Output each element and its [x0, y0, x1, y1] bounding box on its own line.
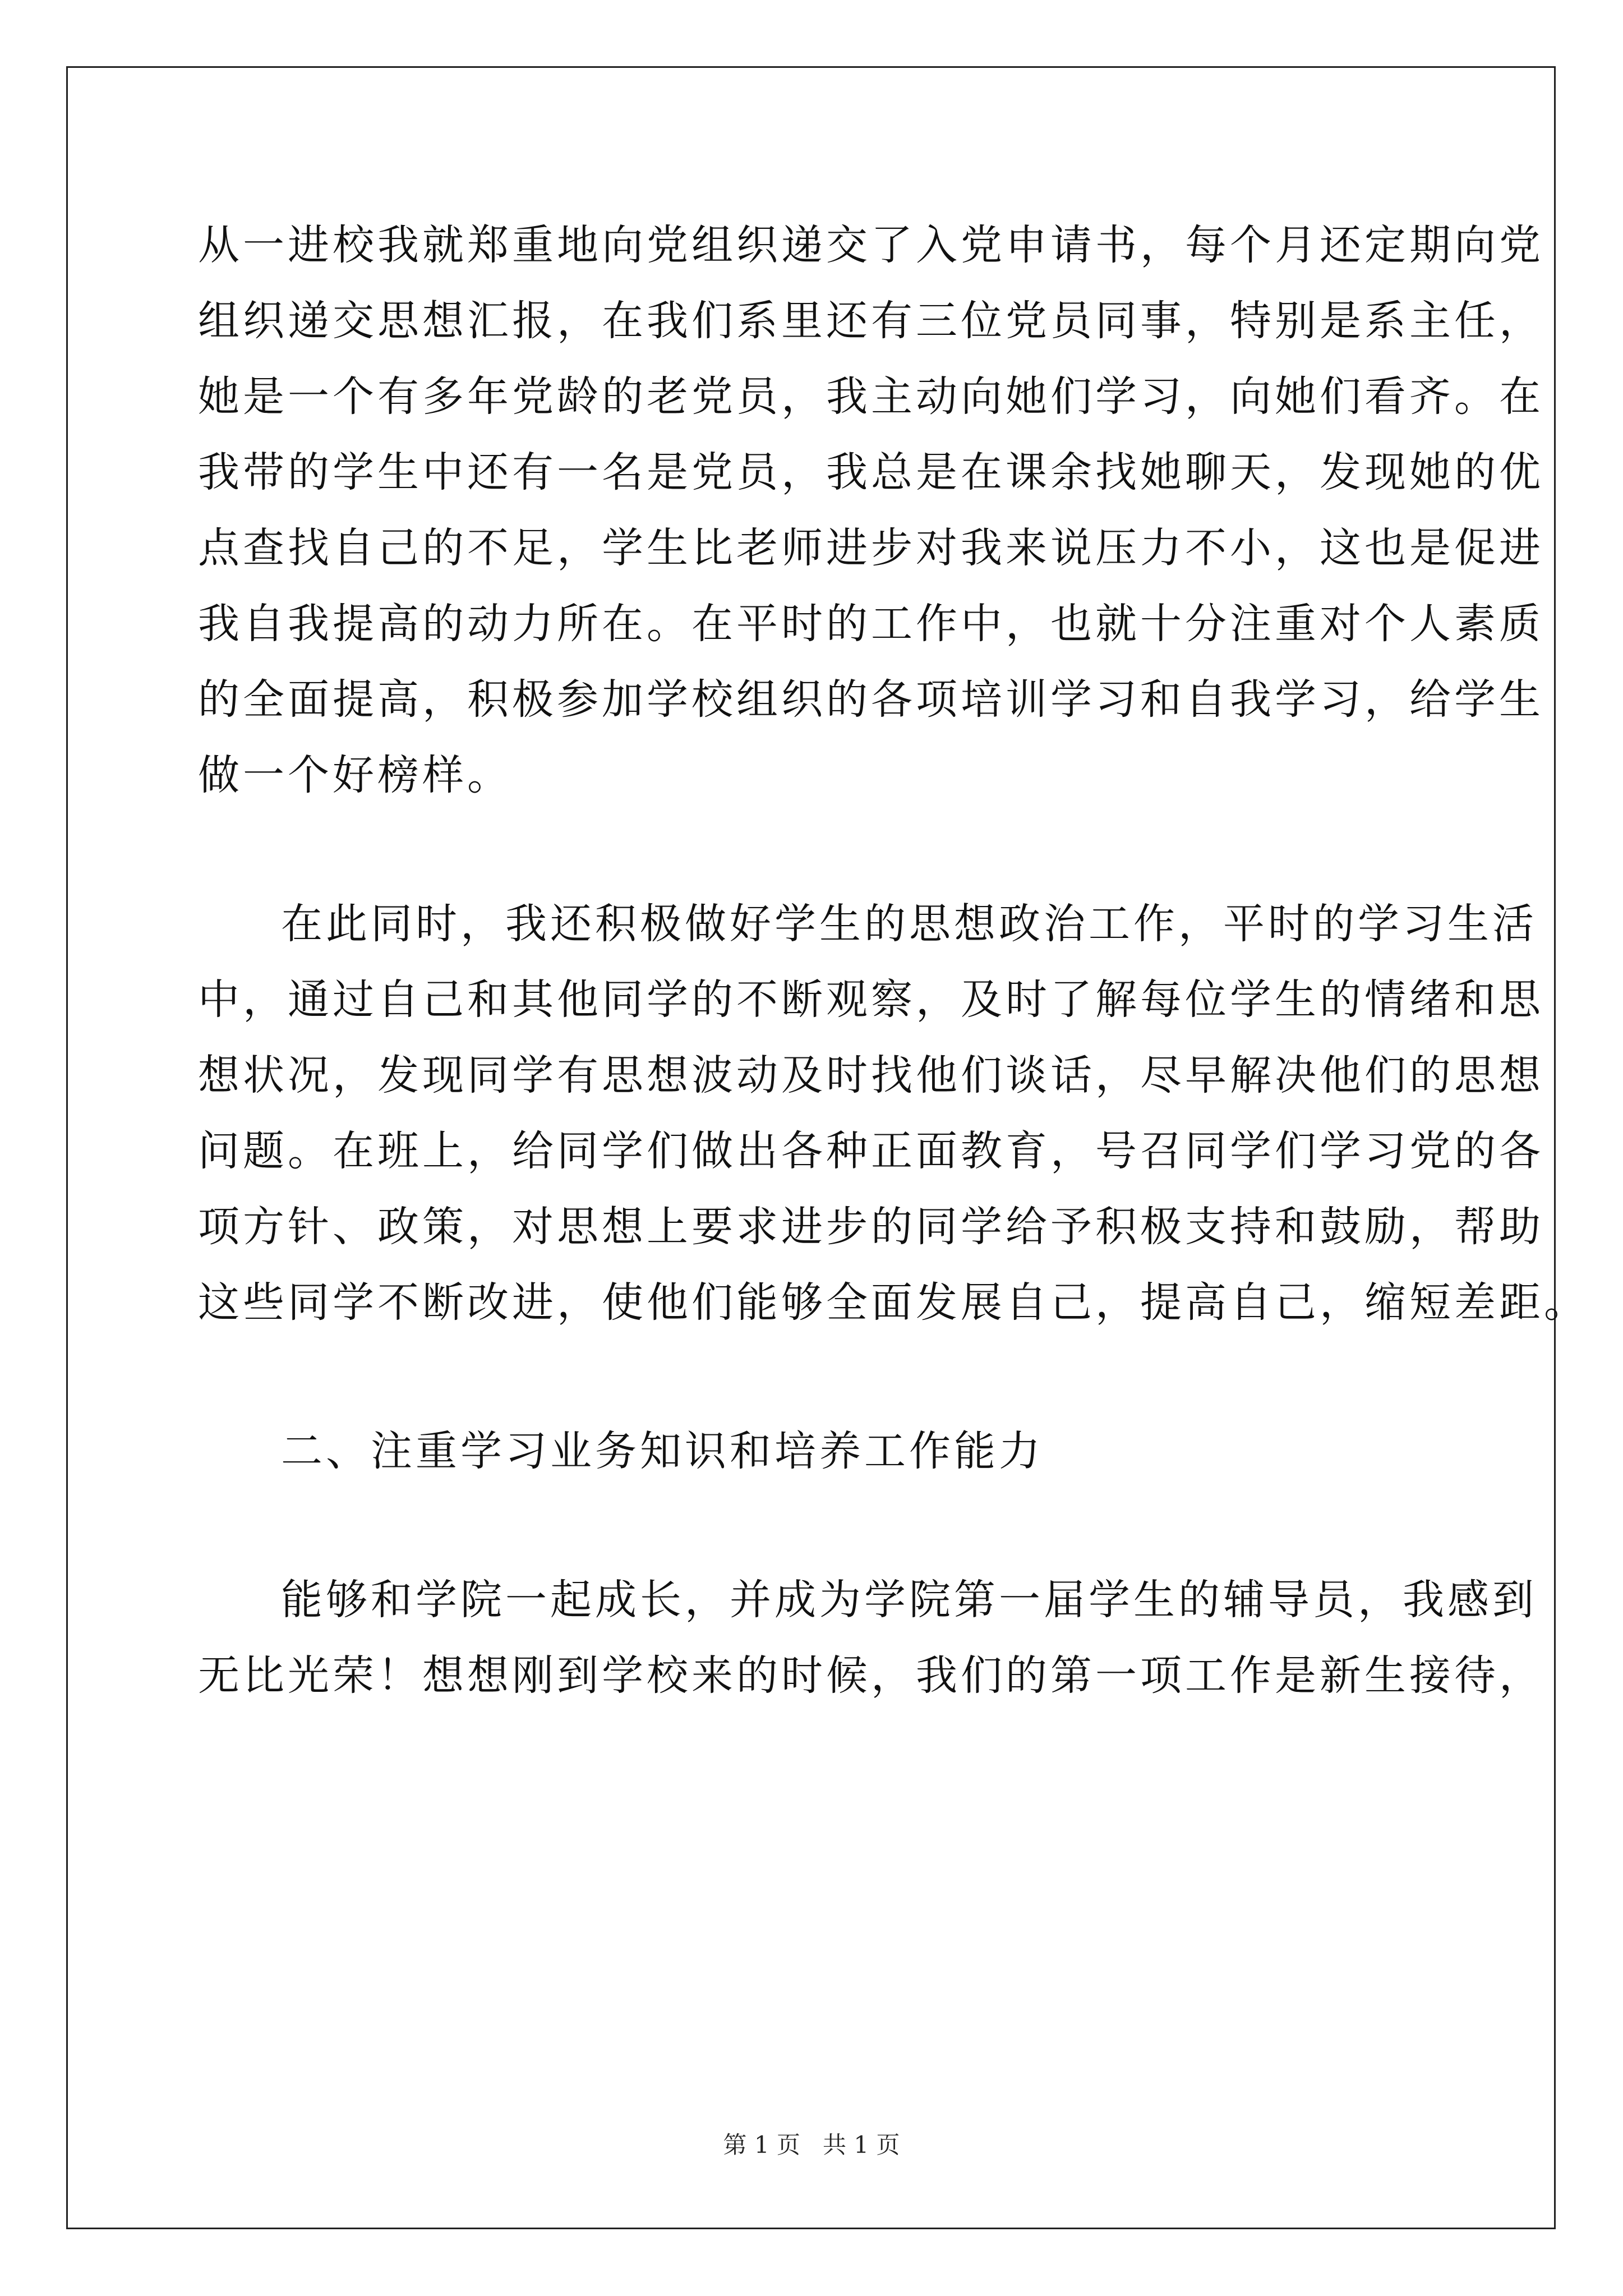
text-line: 问题。在班上，给同学们做出各种正面教育，号召同学们学习党的各 — [198, 1127, 1544, 1175]
text-line: 想状况，发现同学有思想波动及时找他们谈话，尽早解决他们的思想 — [198, 1051, 1544, 1099]
text-line: 她是一个有多年党龄的老党员，我主动向她们学习，向她们看齐。在 — [198, 372, 1544, 421]
text-line: 我带的学生中还有一名是党员，我总是在课余找她聊天，发现她的优 — [198, 448, 1544, 496]
section-heading: 二、注重学习业务知识和培养工作能力 — [281, 1427, 1044, 1475]
page-footer: 第 1 页 共 1 页 — [723, 2131, 900, 2159]
text-line: 这些同学不断改进，使他们能够全面发展自己，提高自己，缩短差距。 — [198, 1278, 1589, 1327]
text-line: 组织递交思想汇报，在我们系里还有三位党员同事，特别是系主任， — [198, 297, 1544, 345]
text-line: 项方针、政策，对思想上要求进步的同学给予积极支持和鼓励，帮助 — [198, 1203, 1544, 1251]
document-body — [198, 208, 1589, 1714]
text-line: 做一个好榜样。 — [198, 751, 512, 799]
text-line: 我自我提高的动力所在。在平时的工作中，也就十分注重对个人素质 — [198, 600, 1544, 648]
text-line: 无比光荣！想想刚到学校来的时候，我们的第一项工作是新生接待， — [198, 1651, 1544, 1700]
paragraph-first-line: 能够和学院一起成长，并成为学院第一届学生的辅导员，我感到 — [281, 1576, 1537, 1624]
text-line: 中，通过自己和其他同学的不断观察，及时了解每位学生的情绪和思 — [198, 976, 1544, 1024]
text-line: 的全面提高，积极参加学校组织的各项培训学习和自我学习，给学生 — [198, 675, 1544, 724]
text-line: 从一进校我就郑重地向党组织递交了入党申请书，每个月还定期向党 — [198, 221, 1544, 269]
text-line: 点查找自己的不足，学生比老师进步对我来说压力不小，这也是促进 — [198, 524, 1544, 572]
paragraph-first-line: 在此同时，我还积极做好学生的思想政治工作，平时的学习生活 — [281, 900, 1537, 948]
